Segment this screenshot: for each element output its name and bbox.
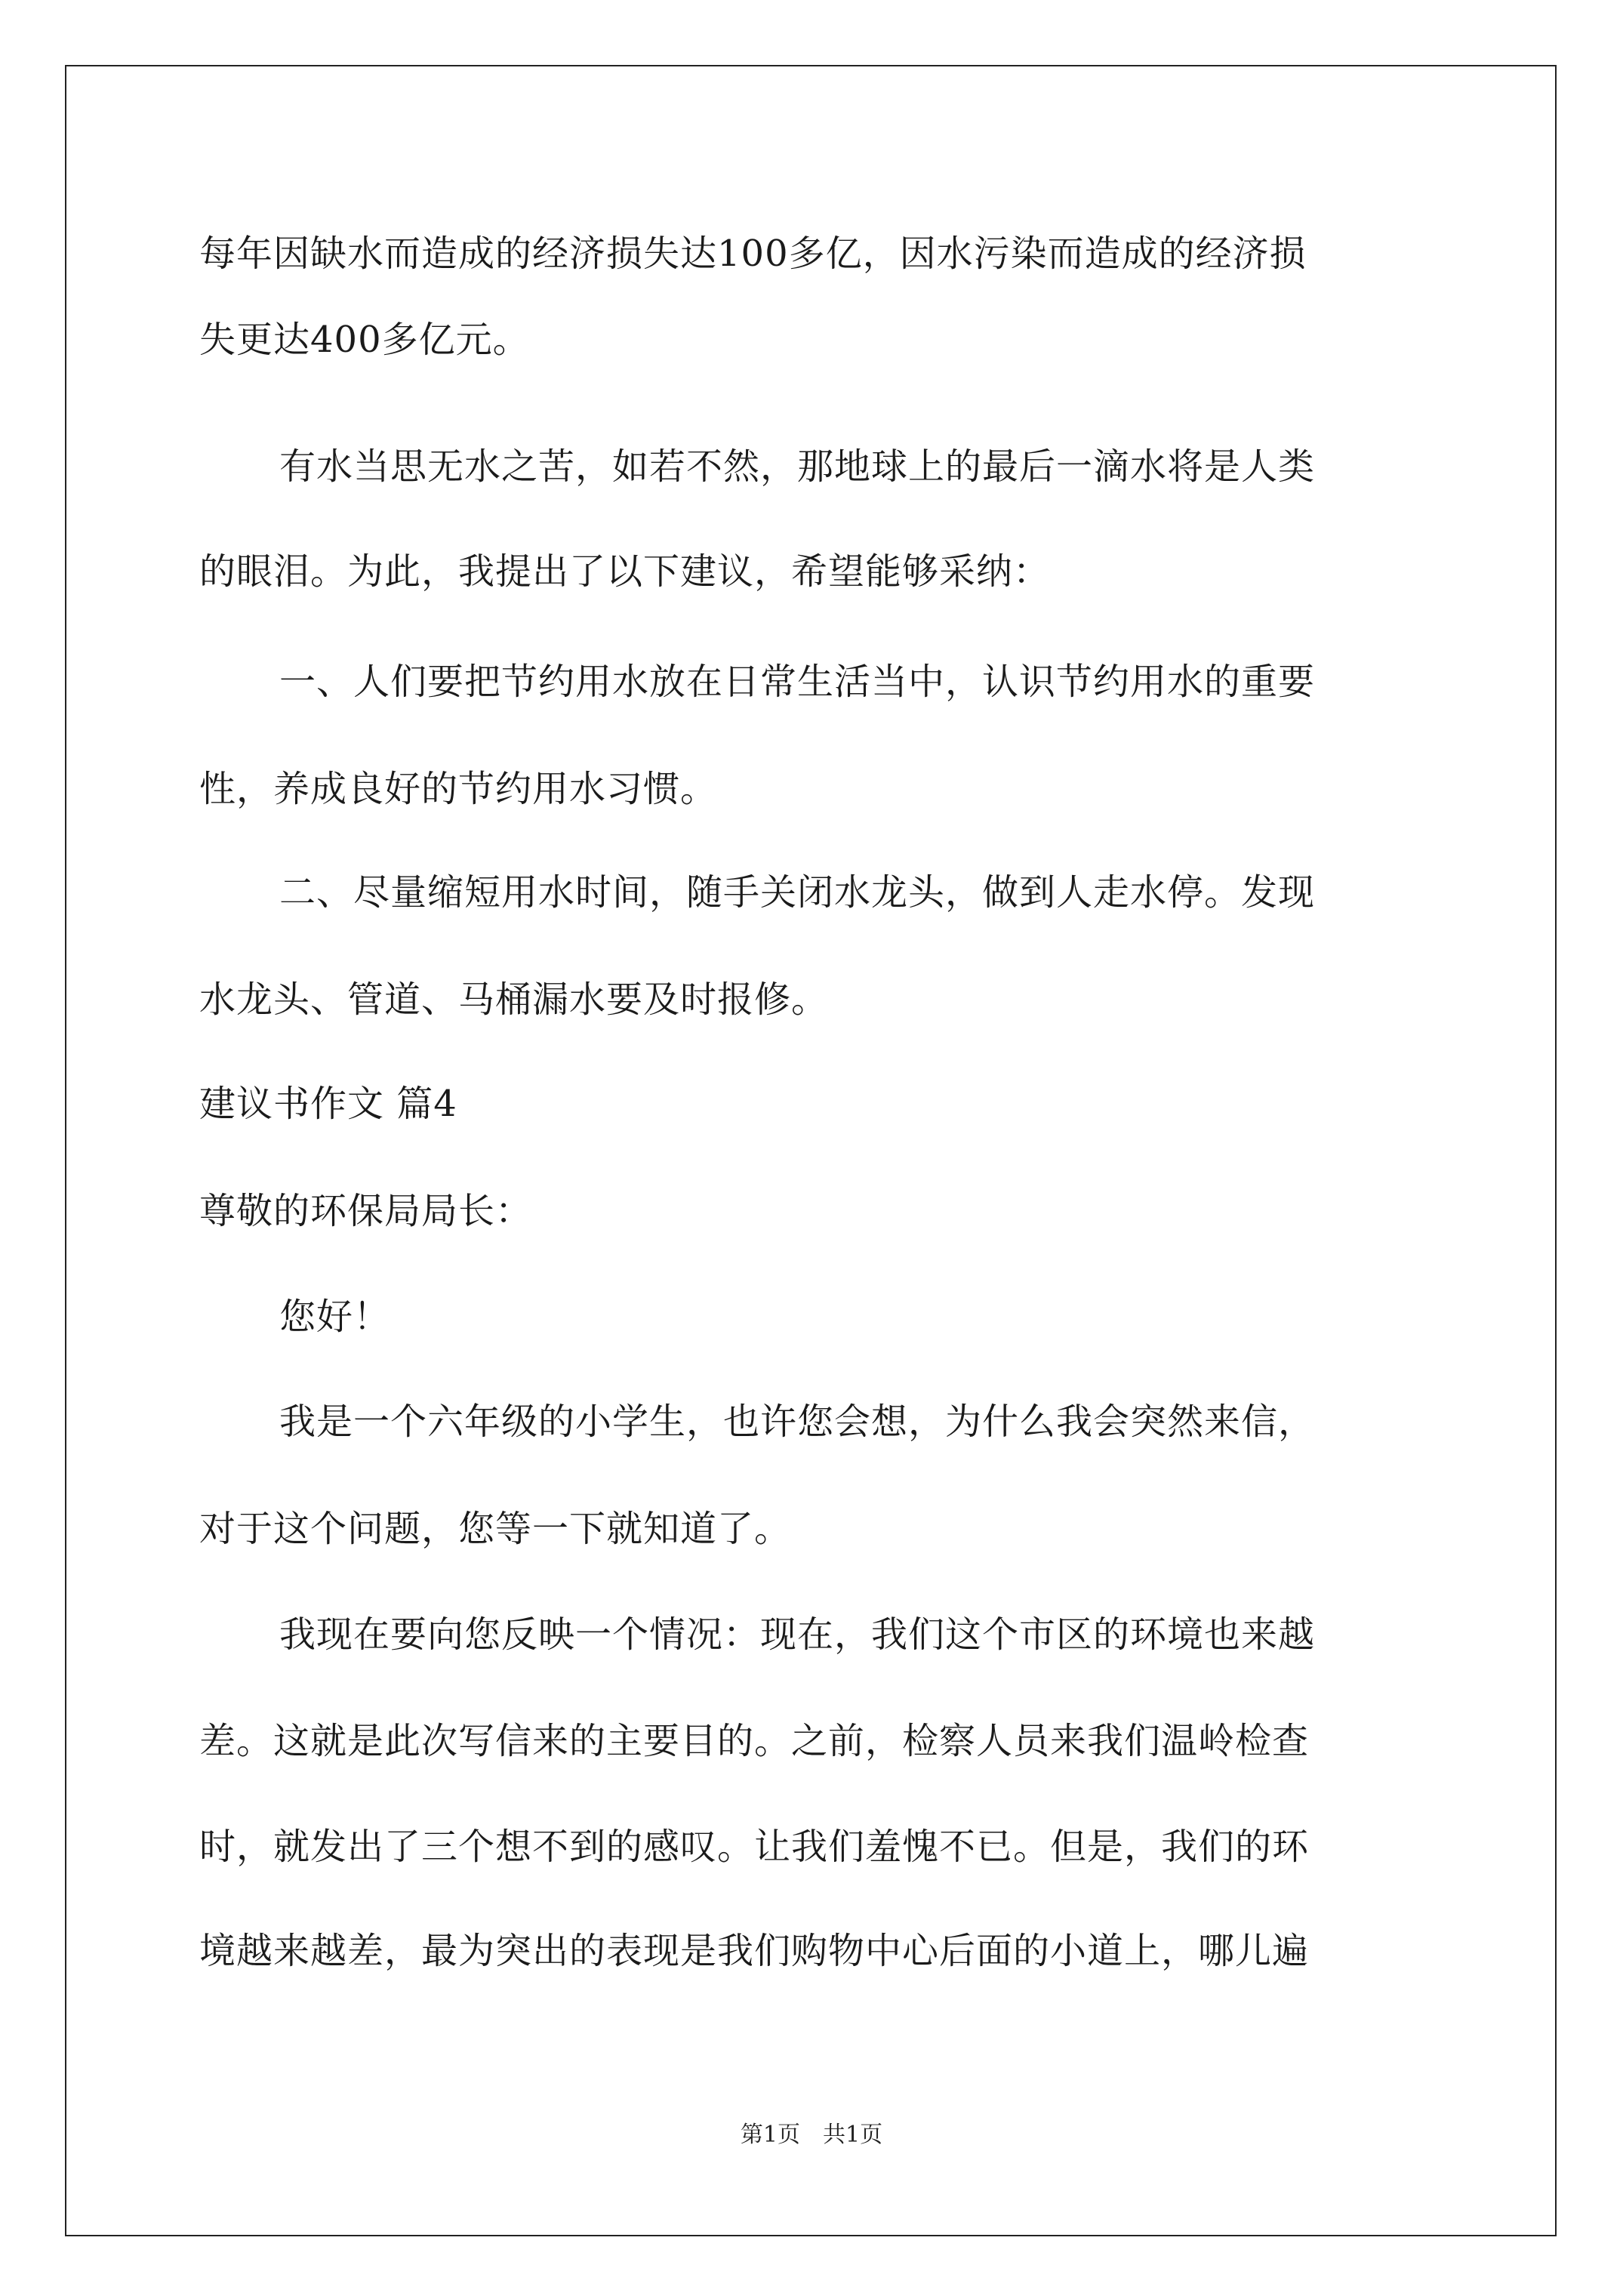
body-line: 性，养成良好的节约用水习惯。 (199, 768, 718, 810)
section-heading: 建议书作文 篇4 (199, 1083, 457, 1125)
page-frame (65, 65, 1557, 2236)
body-line: 每年因缺水而造成的经济损失达100多亿，因水污染而造成的经济损 (199, 233, 1307, 275)
body-line: 有水当思无水之苦，如若不然，那地球上的最后一滴水将是人类 (279, 445, 1316, 488)
body-line: 我是一个六年级的小学生，也许您会想，为什么我会突然来信， (279, 1401, 1316, 1443)
greeting: 您好！ (279, 1296, 391, 1338)
salutation: 尊敬的环保局局长： (199, 1190, 533, 1232)
page-number-footer: 第1页 共1页 (740, 2122, 883, 2148)
body-line: 对于这个问题，您等一下就知道了。 (199, 1508, 792, 1550)
body-line: 水龙头、管道、马桶漏水要及时报修。 (199, 978, 829, 1021)
body-line: 失更达400多亿元。 (199, 319, 530, 361)
body-line: 境越来越差，最为突出的表现是我们购物中心后面的小道上，哪儿遍 (199, 1930, 1310, 1972)
body-line: 的眼泪。为此，我提出了以下建议，希望能够采纳： (199, 550, 1051, 593)
body-line: 一、人们要把节约用水放在日常生活当中，认识节约用水的重要 (279, 661, 1316, 703)
body-line: 时，就发出了三个想不到的感叹。让我们羞愧不已。但是，我们的环 (199, 1826, 1310, 1868)
body-line: 差。这就是此次写信来的主要目的。之前，检察人员来我们温岭检查 (199, 1720, 1310, 1762)
body-line: 我现在要向您反映一个情况：现在，我们这个市区的环境也来越 (279, 1613, 1316, 1656)
body-line: 二、尽量缩短用水时间，随手关闭水龙头，做到人走水停。发现 (279, 871, 1316, 914)
